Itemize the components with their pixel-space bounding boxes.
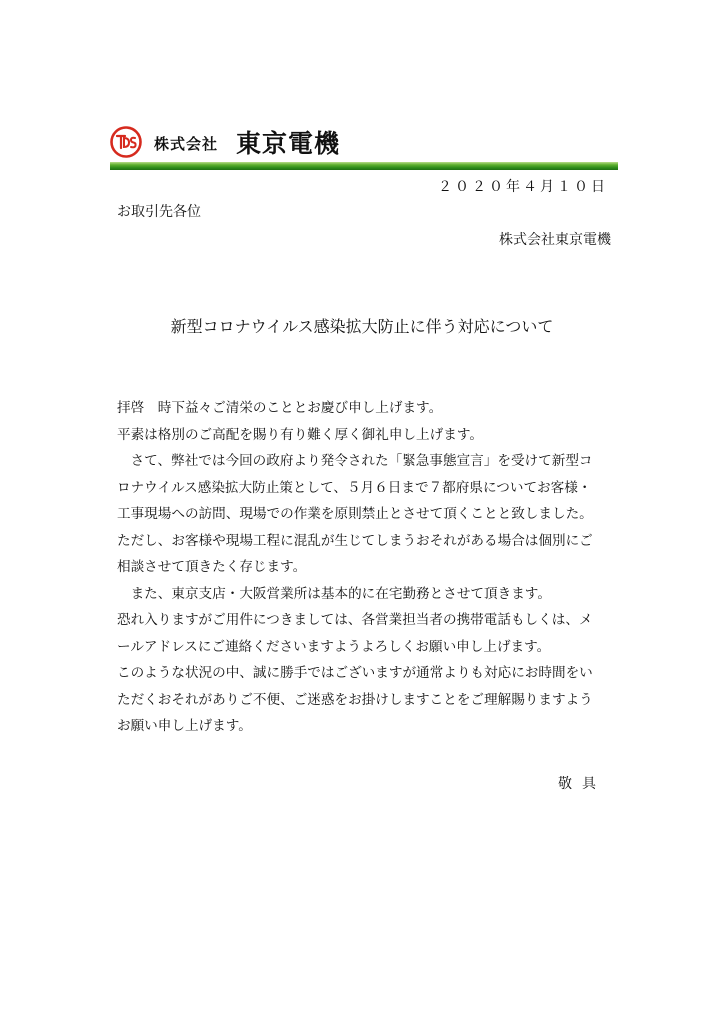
- body-line: ただくおそれがありご不便、ご迷惑をお掛けしますことをご理解賜りますよう: [117, 691, 593, 708]
- company-prefix: 株式会社: [154, 135, 219, 153]
- body-line: 相談させて頂きたく存じます。: [117, 559, 307, 575]
- recipient: お取引先各位: [117, 204, 201, 220]
- tds-logo-icon: [110, 126, 142, 158]
- closing-keigu: 敬具: [558, 776, 606, 792]
- document-body: [117, 395, 613, 740]
- body-line: このような状況の中、誠に勝手ではございますが通常よりも対応にお時間をい: [117, 665, 593, 681]
- body-line: さて、弊社では今回の政府より発令された「緊急事態宣言」を受けて新型コ: [117, 453, 593, 469]
- document-title: 新型コロナウイルス感染拡大防止に伴う対応について: [170, 317, 554, 336]
- body-line: ロナウイルス感染拡大防止策として、５月６日まで７都府県についてお客様・: [117, 479, 592, 496]
- body-line: お願い申し上げます。: [117, 718, 252, 734]
- body-line: また、東京支店・大阪営業所は基本的に在宅勤務とさせて頂きます。: [117, 585, 551, 602]
- body-line: 工事現場への訪問、現場での作業を原則禁止とさせて頂くことと致しました。: [117, 506, 593, 522]
- body-line: 恐れ入りますがご用件につきましては、各営業担当者の携帯電話もしくは、メ: [117, 612, 593, 628]
- body-line: ールアドレスにご連絡くださいますようよろしくお願い申し上げます。: [117, 638, 551, 655]
- document-date: ２０２０年４月１０日: [438, 179, 608, 195]
- body-line: 平素は格別のご高配を賜り有り難く厚く御礼申し上げます。: [117, 426, 483, 443]
- body-line: ただし、お客様や現場工程に混乱が生じてしまうおそれがある場合は個別にご: [117, 532, 593, 549]
- body-line: 拝啓 時下益々ご清栄のこととお慶び申し上げます。: [117, 400, 443, 416]
- letterhead-rule: [110, 162, 618, 170]
- sender: 株式会社東京電機: [499, 232, 611, 248]
- company-name: 東京電機: [236, 129, 341, 158]
